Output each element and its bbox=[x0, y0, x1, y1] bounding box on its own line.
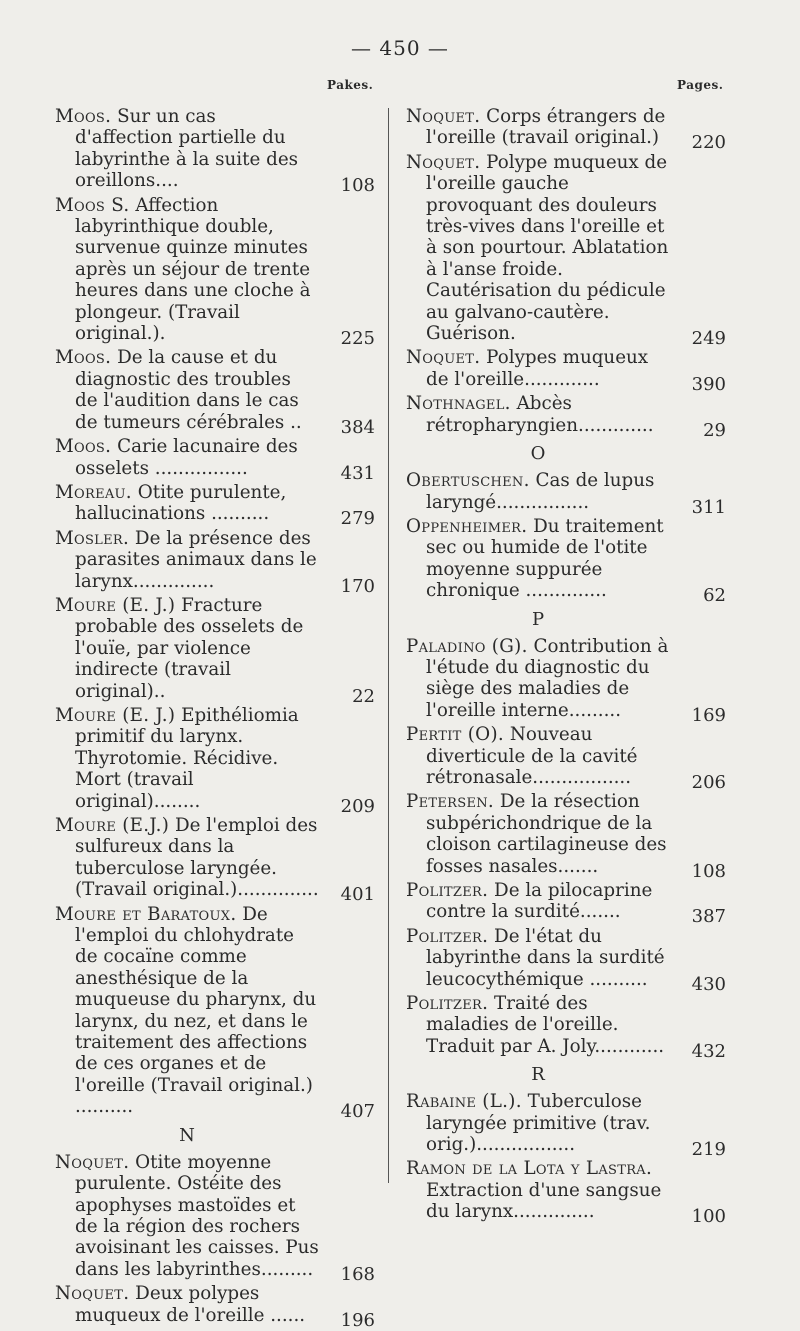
section-letter-o: O bbox=[530, 443, 546, 465]
index-entry bbox=[55, 106, 375, 197]
index-entry bbox=[55, 527, 375, 597]
entry-page-number: 29 bbox=[703, 419, 726, 441]
entry-title: Nouveau diverticule de la cavité rétronasale................. bbox=[426, 724, 638, 788]
index-entry bbox=[55, 347, 375, 438]
entry-title: Traité des maladies de l'oreille. Traduit par A. Joly............ bbox=[426, 993, 665, 1057]
entry-author: Moure (E. J.) bbox=[55, 704, 176, 726]
entry-title: Sur un cas d'affection partielle du labyrinthe à la suite des oreillons.... bbox=[75, 106, 299, 192]
section-letter-p: P bbox=[531, 608, 545, 630]
index-entry bbox=[55, 436, 375, 484]
index-entry bbox=[55, 704, 375, 817]
index-entry bbox=[406, 724, 726, 793]
entry-page-number: 279 bbox=[340, 508, 375, 530]
entry-title: Contribution à l'étude du diagnostic du siège des maladies de l'oreille interne......... bbox=[426, 635, 669, 721]
entry-author: Moure (E. J.) bbox=[55, 594, 176, 616]
entry-author: Noquet. bbox=[55, 1283, 130, 1305]
entry-author: Petersen. bbox=[406, 791, 495, 813]
entry-author: Rabaine (L.). bbox=[406, 1091, 522, 1113]
entry-title: Polype muqueux de l'oreille gauche provoquant des douleurs très-vives dans l'oreille et à son pourtour. Ablatation à l'anse froide. Cautérisation du pédicule au galvano-cautère. Guérison. bbox=[426, 151, 669, 345]
entry-title: Corps étrangers de l'oreille (travail original.) bbox=[426, 106, 666, 149]
entry-page-number: 384 bbox=[340, 416, 375, 438]
section-letter-r: R bbox=[531, 1064, 545, 1086]
entry-author: Noquet. bbox=[406, 106, 481, 127]
index-entry bbox=[406, 106, 726, 154]
entry-title: Cas de lupus laryngé................ bbox=[426, 470, 655, 513]
page-number: — 450 — bbox=[351, 36, 449, 60]
entry-page-number: 431 bbox=[340, 462, 375, 484]
index-entry bbox=[406, 635, 726, 726]
entry-title: Tuberculose laryngée primitive (trav. orig.)................. bbox=[426, 1091, 651, 1156]
entry-title: Fracture probable des osselets de l'ouïe, par violence indirecte (travail original).. bbox=[75, 594, 304, 702]
entry-title: Extraction d'une sangsue du larynx.............. bbox=[426, 1179, 662, 1223]
entry-author: Pertit (O). bbox=[406, 724, 505, 746]
entry-page-number: 206 bbox=[691, 771, 726, 793]
entry-page-number: 390 bbox=[691, 373, 726, 395]
entry-author: Obertuschen. bbox=[406, 470, 530, 492]
entry-title: Carie lacunaire des osselets ................ bbox=[75, 436, 298, 479]
entry-author: Ramon de la Lota y Lastra. bbox=[406, 1158, 653, 1180]
entry-title: De l'état du labyrinthe dans la surdité leucocythémique .......... bbox=[426, 925, 665, 990]
entry-page-number: 401 bbox=[340, 884, 375, 906]
entry-title: De la présence des parasites animaux dans le larynx.............. bbox=[75, 527, 317, 592]
entry-author: Moos S. bbox=[55, 194, 130, 216]
entry-page-number: 311 bbox=[691, 496, 726, 518]
entry-title: Otite purulente, hallucinations .......... bbox=[75, 481, 287, 525]
right-column bbox=[406, 106, 726, 1226]
entry-author: Mosler. bbox=[55, 527, 130, 549]
index-entry bbox=[406, 791, 726, 882]
entry-author: Politzer. bbox=[406, 993, 489, 1015]
left-column bbox=[55, 106, 375, 1329]
entry-author: Oppenheimer. bbox=[406, 515, 528, 537]
entry-page-number: 407 bbox=[340, 1101, 375, 1123]
entry-title: De la résection subpérichondrique de la cloison cartilagineuse des fosses nasales....... bbox=[426, 791, 667, 877]
entry-author: Moure (E.J.) bbox=[55, 815, 170, 836]
index-entry bbox=[406, 993, 726, 1062]
index-entry bbox=[55, 815, 375, 906]
entry-author: Moos. bbox=[55, 347, 112, 369]
entry-page-number: 108 bbox=[340, 175, 375, 197]
entry-page-number: 170 bbox=[340, 575, 375, 597]
entry-title: Abcès rétropharyngien............. bbox=[426, 393, 654, 436]
entry-page-number: 168 bbox=[340, 1263, 375, 1285]
entry-author: Noquet. bbox=[406, 151, 481, 173]
entry-author: Moos. bbox=[55, 436, 112, 458]
entry-page-number: 249 bbox=[691, 328, 726, 350]
entry-title: Polypes muqueux de l'oreille............. bbox=[426, 347, 649, 390]
entry-title: De l'emploi des sulfureux dans la tuberculose laryngée. (Travail original.).............. bbox=[75, 815, 319, 901]
column-divider bbox=[388, 108, 389, 1183]
entry-page-number: 196 bbox=[340, 1309, 375, 1331]
entry-page-number: 22 bbox=[352, 685, 375, 707]
entry-page-number: 432 bbox=[691, 1040, 726, 1062]
entry-author: Moreau. bbox=[55, 481, 132, 503]
entry-author: Moos. bbox=[55, 106, 112, 127]
entry-page-number: 219 bbox=[691, 1139, 726, 1161]
entry-title: Otite moyenne purulente. Ostéite des apophyses mastoïdes et de la région des rochers avoisinant les caisses. Pus dans les labyrinthes......... bbox=[75, 1151, 319, 1280]
entry-title: De la cause et du diagnostic des troubles de l'audition dans le cas de tumeurs cérébrales .. bbox=[75, 347, 302, 433]
index-entry bbox=[55, 1283, 375, 1331]
entry-author: Nothnagel. bbox=[406, 393, 511, 415]
entry-page-number: 100 bbox=[691, 1206, 726, 1228]
entry-page-number: 430 bbox=[691, 973, 726, 995]
left-column-pages-header: Pakes. bbox=[327, 78, 374, 92]
entry-page-number: 209 bbox=[340, 795, 375, 817]
index-entry bbox=[55, 594, 375, 707]
index-entry bbox=[406, 470, 726, 518]
entry-author: Politzer. bbox=[406, 880, 489, 901]
entry-title: Affection labyrinthique double, survenue quinze minutes après un séjour de trente heures dans une cloche à plongeur. (Travail original.). bbox=[75, 194, 311, 345]
index-entry bbox=[55, 903, 375, 1123]
entry-page-number: 387 bbox=[691, 906, 726, 928]
entry-page-number: 169 bbox=[691, 704, 726, 726]
index-entry bbox=[406, 1158, 726, 1228]
entry-author: Paladino (G). bbox=[406, 635, 528, 657]
index-entry bbox=[406, 925, 726, 995]
entry-page-number: 220 bbox=[691, 132, 726, 154]
index-entry bbox=[55, 1151, 375, 1285]
entry-author: Noquet. bbox=[55, 1151, 130, 1173]
entry-title: Deux polypes muqueux de l'oreille ...... bbox=[75, 1283, 306, 1326]
entry-author: Moure et Baratoux. bbox=[55, 903, 237, 925]
entry-title: De la pilocaprine contre la surdité....... bbox=[426, 880, 653, 923]
index-entry bbox=[406, 347, 726, 395]
entry-author: Noquet. bbox=[406, 347, 481, 369]
index-entry bbox=[406, 1091, 726, 1161]
section-letter-n: N bbox=[179, 1124, 195, 1146]
index-entry bbox=[55, 481, 375, 530]
index-entry bbox=[406, 151, 726, 350]
entry-title: Epithéliomia primitif du larynx. Thyrotomie. Récidive. Mort (travail original)........ bbox=[75, 704, 299, 812]
index-entry bbox=[55, 194, 375, 350]
index-entry bbox=[406, 393, 726, 441]
right-column-pages-header: Pages. bbox=[677, 78, 724, 92]
index-entry bbox=[406, 515, 726, 607]
index-entry bbox=[406, 880, 726, 928]
entry-page-number: 108 bbox=[691, 860, 726, 882]
entry-page-number: 225 bbox=[340, 328, 375, 350]
entry-page-number: 62 bbox=[703, 585, 726, 607]
entry-author: Politzer. bbox=[406, 925, 489, 947]
entry-title: De l'emploi du chlohydrate de cocaïne comme anesthésique de la muqueuse du pharynx, du larynx, du nez, et dans le traitement des affections de ces organes et de l'oreille (Travail original.) .......... bbox=[75, 903, 317, 1118]
entry-title: Du traitement sec ou humide de l'otite moyenne suppurée chronique .............. bbox=[426, 515, 664, 602]
